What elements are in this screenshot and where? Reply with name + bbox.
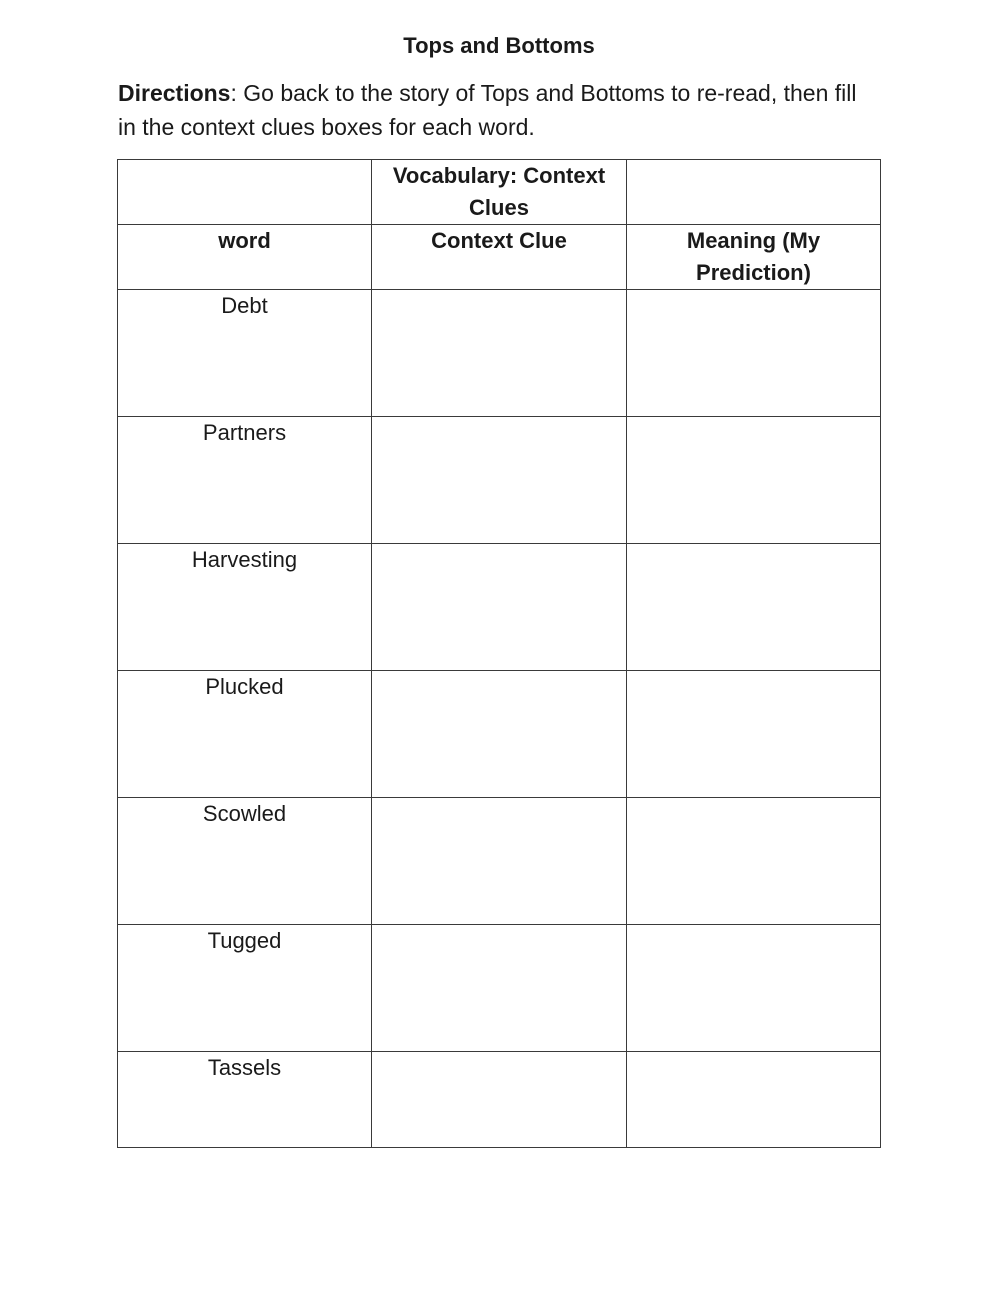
table-header-row (118, 225, 881, 290)
word-cell: Scowled (118, 798, 372, 925)
meaning-cell[interactable] (627, 671, 881, 798)
context-clue-cell[interactable] (372, 671, 627, 798)
table-row (118, 798, 881, 925)
column-header-meaning: Meaning (My Prediction) (627, 225, 881, 290)
word-cell: Tassels (118, 1052, 372, 1148)
table-row (118, 417, 881, 544)
column-header-word: word (118, 225, 372, 290)
context-clue-cell[interactable] (372, 544, 627, 671)
directions-label: Directions (118, 80, 231, 106)
context-clue-cell[interactable] (372, 417, 627, 544)
directions (118, 76, 878, 144)
meaning-cell[interactable] (627, 544, 881, 671)
word-cell: Partners (118, 417, 372, 544)
context-clue-cell[interactable] (372, 1052, 627, 1148)
context-clue-cell[interactable] (372, 290, 627, 417)
table-row (118, 544, 881, 671)
meaning-cell[interactable] (627, 925, 881, 1052)
table-row (118, 290, 881, 417)
page-title: Tops and Bottoms (403, 33, 595, 58)
meaning-cell[interactable] (627, 798, 881, 925)
top-header-cell-vocabulary: Vocabulary: Context Clues (372, 160, 627, 225)
meaning-cell[interactable] (627, 417, 881, 544)
word-cell: Debt (118, 290, 372, 417)
table-row (118, 925, 881, 1052)
word-cell: Plucked (118, 671, 372, 798)
context-clue-cell[interactable] (372, 798, 627, 925)
word-cell: Harvesting (118, 544, 372, 671)
vocabulary-table (117, 159, 881, 1148)
column-header-context-clue: Context Clue (372, 225, 627, 290)
table-top-header-row (118, 160, 881, 225)
top-header-cell-meaning (627, 160, 881, 225)
meaning-cell[interactable] (627, 1052, 881, 1148)
table-row (118, 671, 881, 798)
directions-text: : Go back to the story of Tops and Bottoms to re-read, then fill in the context clues boxes for each word. (118, 80, 857, 140)
meaning-cell[interactable] (627, 290, 881, 417)
word-cell: Tugged (118, 925, 372, 1052)
top-header-cell-word (118, 160, 372, 225)
table-row (118, 1052, 881, 1148)
context-clue-cell[interactable] (372, 925, 627, 1052)
